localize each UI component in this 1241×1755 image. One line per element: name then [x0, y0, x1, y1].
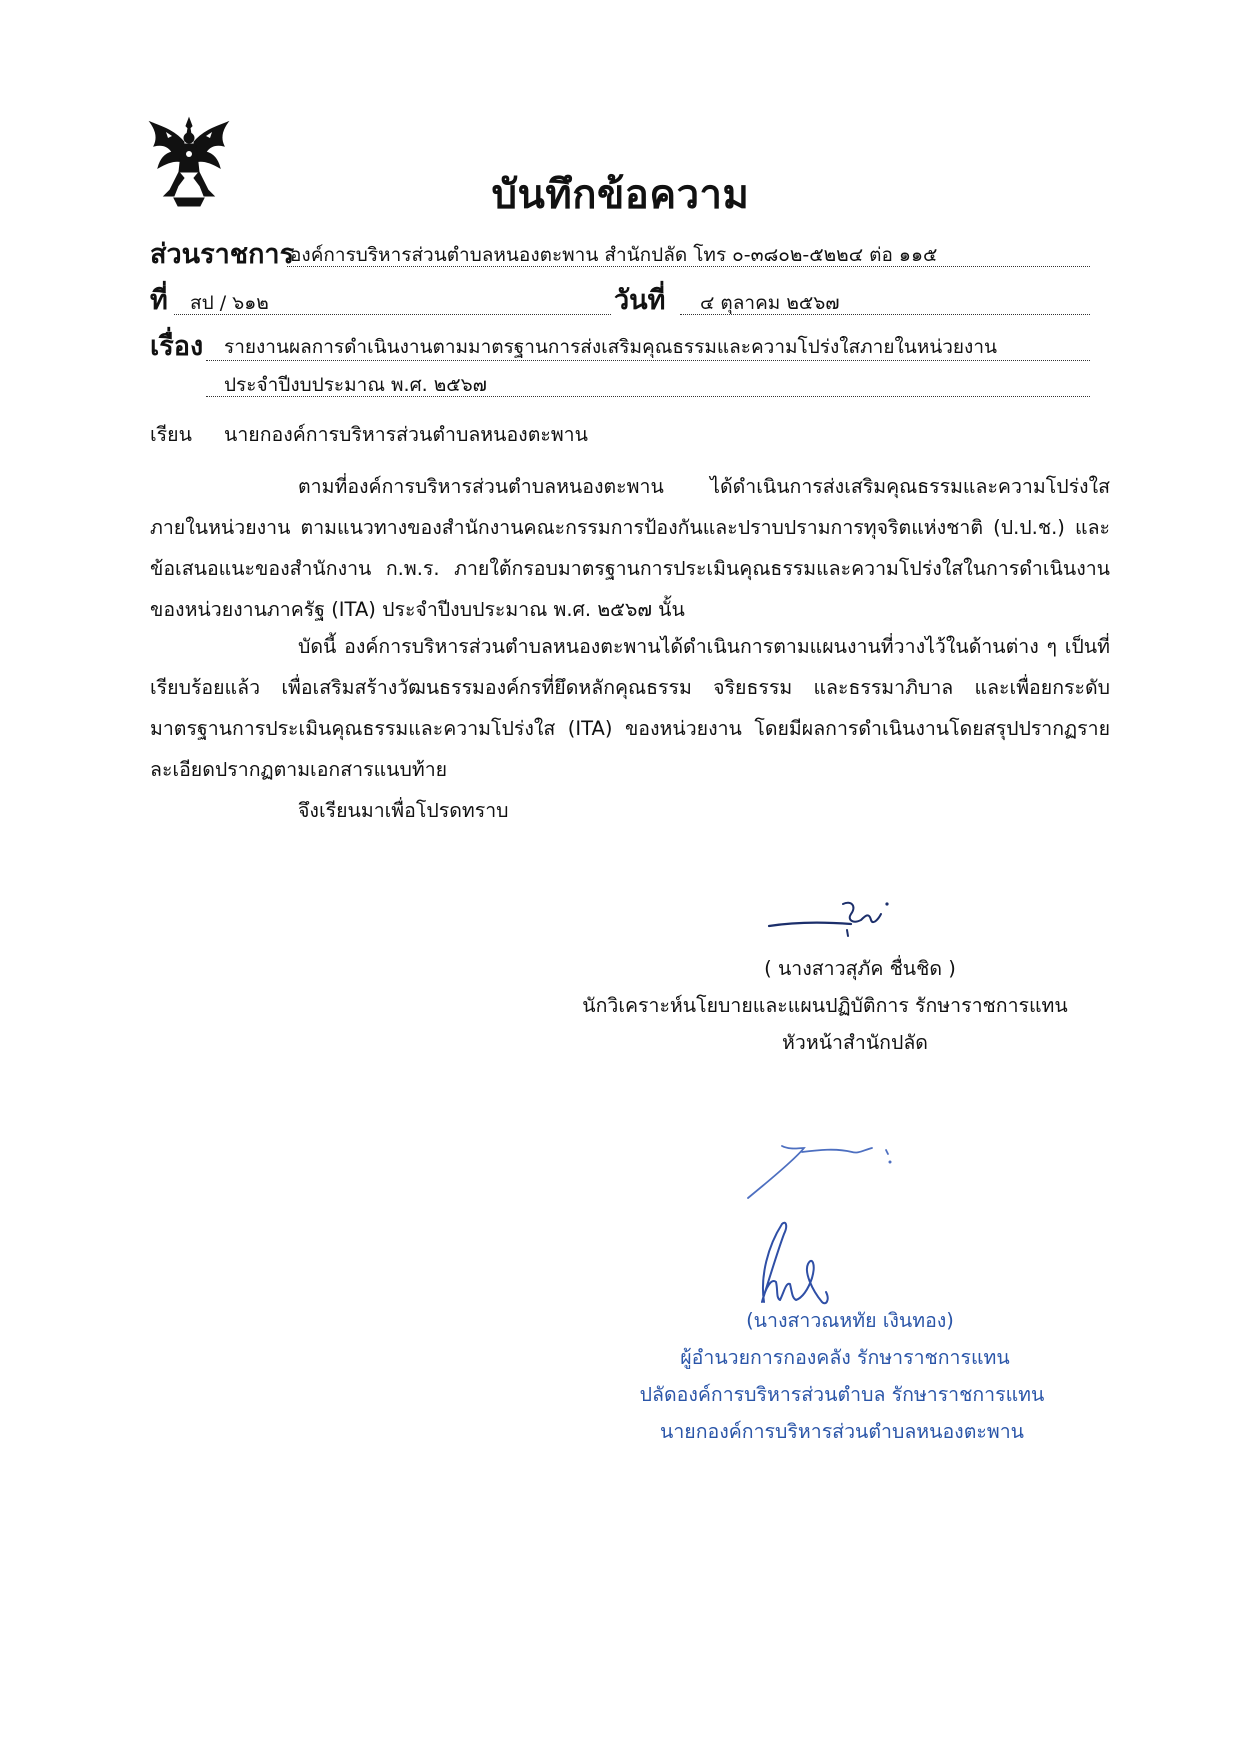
signature-2-block — [560, 1302, 1090, 1450]
signature-2-mark — [742, 1216, 842, 1316]
subject-label: เรื่อง — [150, 331, 204, 362]
closing-line: จึงเรียนมาเพื่อโปรดทราบ — [298, 799, 509, 822]
ref-label: ที่ — [150, 285, 168, 316]
department-dotline — [287, 266, 1090, 267]
date-label: วันที่ — [614, 285, 666, 316]
signature-1-block — [560, 950, 1090, 1061]
subject-dotline-2 — [206, 396, 1090, 397]
signature-2-position-3: นายกองค์การบริหารส่วนตำบลหนองตะพาน — [660, 1420, 1024, 1443]
department-label: ส่วนราชการ — [150, 239, 295, 270]
subject-line-1: รายงานผลการดำเนินงานตามมาตรฐานการส่งเสริมคุณธรรมและความโปร่งใสภายในหน่วยงาน — [224, 336, 997, 358]
salutation-label: เรียน — [150, 423, 192, 446]
signature-1-position: นักวิเคราะห์นโยบายและแผนปฏิบัติการ รักษาราชการแทน — [582, 994, 1068, 1017]
signature-1-name: ( นางสาวสุภัค ชื่นชิด ) — [764, 957, 956, 980]
signature-1-position-2: หัวหน้าสำนักปลัด — [782, 1031, 928, 1054]
signature-2-position-1: ผู้อำนวยการกองคลัง รักษาราชการแทน — [680, 1346, 1010, 1369]
body-paragraph-2: บัดนี้ องค์การบริหารส่วนตำบลหนองตะพานได้ดำเนินการตามแผนงานที่วางไว้ในด้านต่าง ๆ เป็นที่เรียบร้อยแล้ว เพื่อเสริมสร้างวัฒนธรรมองค์กรที่ยึดหลักคุณธรรม จริยธรรม และธรรมาภิบาล และเพื่อยกระดับมาตรฐานการประเมินคุณธรรมและความโปร่งใส (ITA) ของหน่วยงาน โดยมีผลการดำเนินงานโดยสรุปปรากฏรายละเอียดปรากฏตามเอกสารแนบท้าย — [150, 635, 1110, 781]
signature-1-mark — [765, 890, 905, 950]
signature-2-name: (นางสาวณหทัย เงินทอง) — [746, 1309, 954, 1332]
signature-2-position-2: ปลัดองค์การบริหารส่วนตำบล รักษาราชการแทน — [639, 1383, 1045, 1406]
department-value: องค์การบริหารส่วนตำบลหนองตะพาน สำนักปลัด โทร ๐-๓๘๐๒-๕๒๒๔ ต่อ ๑๑๕ — [290, 244, 938, 266]
body-paragraph-1: ตามที่องค์การบริหารส่วนตำบลหนองตะพาน ได้ดำเนินการส่งเสริมคุณธรรมและความโปร่งใสภายในหน่วยงาน ตามแนวทางของสำนักงานคณะกรรมการป้องกันและปราบปรามการทุจริตแห่งชาติ (ป.ป.ช.) และข้อเสนอแนะของสำนักงาน ก.พ.ร. ภายใต้กรอบมาตรฐานการประเมินคุณธรรมและความโปร่งใสในการดำเนินงานของหน่วยงานภาครัฐ (ITA) ประจำปีงบประมาณ พ.ศ. ๒๕๖๗ นั้น — [150, 475, 1110, 621]
date-value: ๔ ตุลาคม ๒๕๖๗ — [700, 292, 840, 314]
date-dotline — [680, 314, 1090, 315]
document-title: บันทึกข้อความ — [491, 172, 750, 218]
ref-value: สป / ๖๑๒ — [190, 292, 269, 314]
ref-dotline — [174, 314, 611, 315]
subject-line-2: ประจำปีงบประมาณ พ.ศ. ๒๕๖๗ — [224, 374, 487, 396]
salutation-value: นายกองค์การบริหารส่วนตำบลหนองตะพาน — [224, 423, 588, 446]
initial-mark — [740, 1134, 920, 1204]
subject-dotline-1 — [206, 360, 1090, 361]
